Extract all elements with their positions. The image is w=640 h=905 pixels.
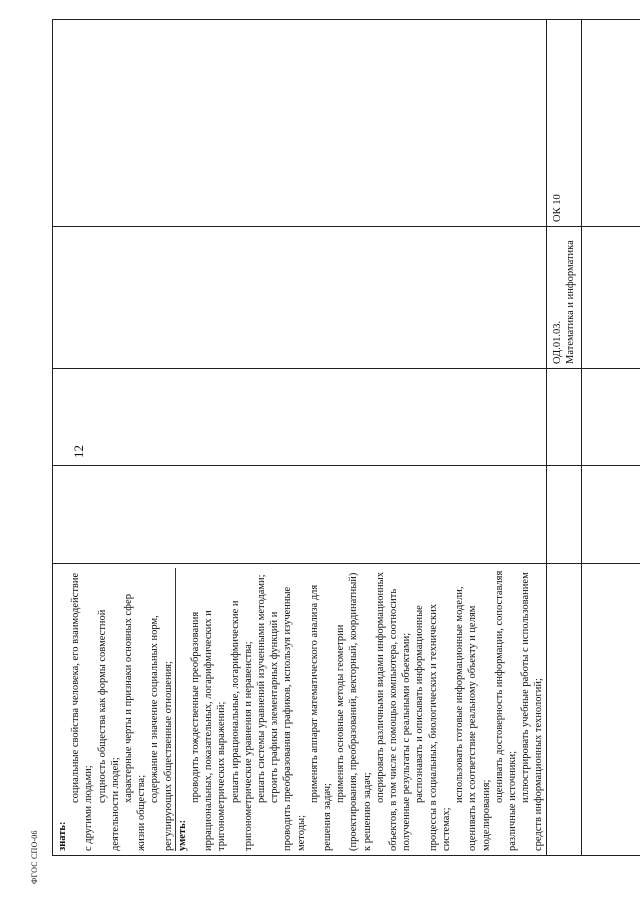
skill-item: решать иррациональные, логарифмические и тригонометрические уравнения и неравенства; [229,600,254,851]
empty-cell [581,369,640,466]
discipline-code-cell [546,227,581,369]
skill-item: оценивать достоверность информации, сопоставляя различные источники; [493,570,518,851]
empty-cell [53,20,547,227]
skill-item: применять основные методы геометрии (проектирования, преобразований, векторный, координатный) к решению задач; [335,572,373,851]
skill-item: проводить тождественные преобразования иррациональных, показательных, логарифмических и тригонометрических выражений; [190,610,228,851]
footer-code: ФГОС СПО-06 [30,830,39,884]
empty-cell [581,227,640,369]
knowledge-item: социальные свойства человека, его взаимодействие с другими людьми; [70,572,95,851]
discipline-cell [53,227,547,369]
skills-label: уметь: [176,819,188,851]
skill-item: применять аппарат математического анализа для решения задач; [308,584,334,851]
competence-code: ОК 10 [551,194,563,222]
empty-cell [546,466,581,564]
skill-item: строить графики элементарных функций и проводить преобразования графиков, используя изученные методы; [269,586,307,851]
empty-cell [581,466,640,564]
empty-cell [581,20,640,227]
knowledge-item: содержание и значение социальных норм, регулирующих общественные отношения; [148,568,175,851]
empty-cell [546,369,581,466]
discipline-title: Математика и информатика [564,240,576,364]
empty-cell [53,369,547,466]
skill-item: оперировать различными видами информационных объектов, в том числе с помощью компьютера, соотносить полученные результаты с реальными объектами; [374,572,413,851]
curriculum-table [52,20,593,856]
skill-item: распознавать и описывать информационные процессы в социальных, биологических и технических системах; [414,604,452,851]
page-number: 12 [71,445,86,458]
empty-cell [53,466,547,564]
empty-cell [546,564,581,856]
knowledge-item: характерные черты и признаки основных сфер жизни общества; [123,594,148,851]
knowledge-label: знать: [57,821,68,851]
skill-item: решать системы уравнений изученными методами; [256,574,268,803]
skill-item: использовать готовые информационные модели, оценивать их соответствие реальному объекту и целям моделирования; [454,586,492,851]
discipline-code: ОД.01.03. [551,320,563,364]
competence-cell [546,20,581,227]
skill-item: иллюстрировать учебные работы с использованием средств информационных технологий; [520,572,545,851]
content-cell [53,564,547,856]
knowledge-item: сущность общества как формы совместной деятельности людей; [96,609,121,851]
empty-cell [581,564,640,856]
